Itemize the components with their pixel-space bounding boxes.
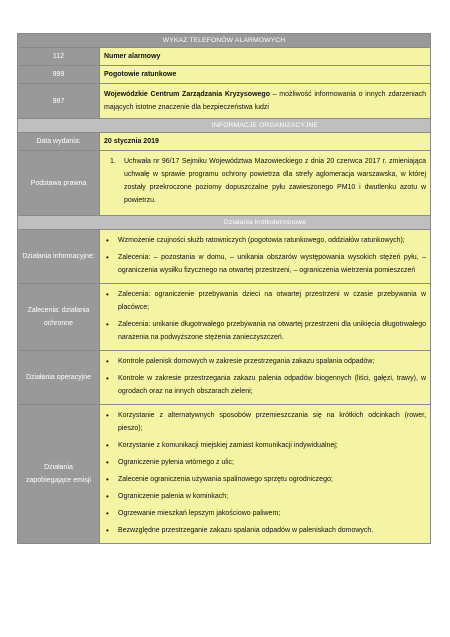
section-label: Działania informacyjne: [18,230,100,284]
issue-date-label: Data wydania: [18,133,100,151]
list-item [110,155,427,207]
bullet-icon: • [106,320,109,329]
title-row [18,34,431,48]
list-item-text: Kontrole palenisk domowych w zakresie przestrzegania zakazu spalania odpadów; [118,358,375,365]
short-term-header-spacer [18,216,100,230]
bullet-icon: • [106,509,109,518]
legal-basis-row [18,151,431,216]
phone-label-bold: Wojewódzkie Centrum Zarządzania Kryzysowego [104,91,270,98]
list-item [106,372,427,398]
bullet-icon: • [106,411,109,420]
section-row [18,405,431,544]
section-list [104,234,426,277]
phone-label: Pogotowie ratunkowe [100,66,431,84]
list-item [106,355,426,368]
list-item-text: Zalecenia: – pozostania w domu, – unikania obszarów występowania wysokich stężeń pyłu, – ograniczenia wysiłku fizycznego na otwartej przestrzeni, – ograniczenia wietrzenia pomieszczeń [118,254,427,274]
bullet-icon: • [106,526,109,535]
list-item-text: Ograniczenie palenia w kominkach; [118,493,229,500]
legal-basis-list [104,155,426,207]
list-item-text: Korzystanie z alternatywnych sposobów przemieszczania się na krótkich odcinkach (rower, pieszo); [118,412,427,432]
phone-row [18,84,431,119]
bullet-icon: • [106,475,109,484]
org-header-spacer [18,119,100,133]
phone-number: 999 [18,66,100,84]
legal-basis-value [100,151,431,216]
list-item-text: Bezwzględne przestrzeganie zakazu spalania odpadów w paleniskach domowych. [118,527,374,534]
section-row [18,284,431,351]
legal-basis-text: Uchwała nr 96/17 Sejmiku Województwa Mazowieckiego z dnia 20 czerwca 2017 r. zmieniająca uchwałę w sprawie programu ochrony powietrza dla strefy aglomeracja warszawska, w której zostały przekroczone poziomy dopuszczalne pyłu zawieszonego PM10 i dwutlenku azotu w powietrzu. [124,158,427,204]
list-item-text: Zalecenia: ograniczenie przebywania dzieci na otwartej przestrzeni w czasie przebywania w placówce; [118,291,427,311]
list-number: 1. [110,158,116,165]
list-item [106,234,426,247]
section-label: Działania operacyjne [18,351,100,405]
list-item [106,409,427,435]
list-item-text: Ograniczenie pylenia wtórnego z ulic; [118,459,234,466]
bullet-icon: • [106,253,109,262]
list-item [106,473,426,486]
org-header: INFORMACJE ORGANIZACYJNE [100,119,431,133]
list-item [106,288,427,314]
list-item-text: Zalecenie ograniczenia używania spalinowego sprzętu ogrodniczego; [118,476,333,483]
section-list [104,288,426,344]
bullet-icon: • [106,290,109,299]
bullet-icon: • [106,492,109,501]
list-item [106,456,426,469]
list-item [106,490,426,503]
legal-basis-label: Podstawa prawna [18,151,100,216]
section-content [100,405,431,544]
bullet-icon: • [106,357,109,366]
list-item-text: Ogrzewanie mieszkań lepszym jakościowo paliwem; [118,510,281,517]
section-label: Zalecenia: działania ochronne [18,284,100,351]
phone-label: Numer alarmowy [100,48,431,66]
issue-date-row [18,133,431,151]
section-list [104,409,426,537]
list-item-text: Korzystanie z komunikacji miejskiej zamiast komunikacji indywidualnej; [118,442,338,449]
section-row [18,351,431,405]
section-content [100,351,431,405]
alarm-phone-list-document [17,33,430,544]
phone-row [18,48,431,66]
section-row [18,230,431,284]
phone-number: 987 [18,84,100,119]
bullet-icon: • [106,374,109,383]
org-header-row [18,119,431,133]
short-term-header-row [18,216,431,230]
bullet-icon: • [106,458,109,467]
list-item [106,318,427,344]
short-term-header: Działania krótkoterminowe [100,216,431,230]
list-item-text: Kontrole w zakresie przestrzegania zakazu palenia odpadów biogennych (liści, gałęzi, trawy), w ogrodach oraz na innych obszarach zieleni; [118,375,427,395]
phone-label-description: – możliwość informowania o innych zdarzeniach mających istotne znaczenie dla bezpieczeństwa ludzi [104,91,426,111]
bullet-icon: • [106,441,109,450]
bullet-icon: • [106,236,109,245]
info-table [17,33,431,544]
section-list [104,355,426,398]
list-item-text: Zalecenia: unikanie długotrwałego przebywania na otwartej przestrzeni dla unikięcia długotrwałego narażenia na podwyższone stężenia zanieczyszczeń. [118,321,427,341]
issue-date-value: 20 stycznia 2019 [100,133,431,151]
phone-label [100,84,431,119]
section-content [100,230,431,284]
section-label: Działania zapobiegające emisji [18,405,100,544]
list-item [106,507,426,520]
list-item [106,439,426,452]
phone-row [18,66,431,84]
phone-number: 112 [18,48,100,66]
list-item [106,524,426,537]
document-title: WYKAZ TELEFONÓW ALARMOWYCH [18,34,431,48]
list-item [106,251,427,277]
list-item-text: Wzmożenie czujności służb ratowniczych (pogotowia ratunkowego, oddziałów ratunkowych); [118,237,405,244]
section-content [100,284,431,351]
